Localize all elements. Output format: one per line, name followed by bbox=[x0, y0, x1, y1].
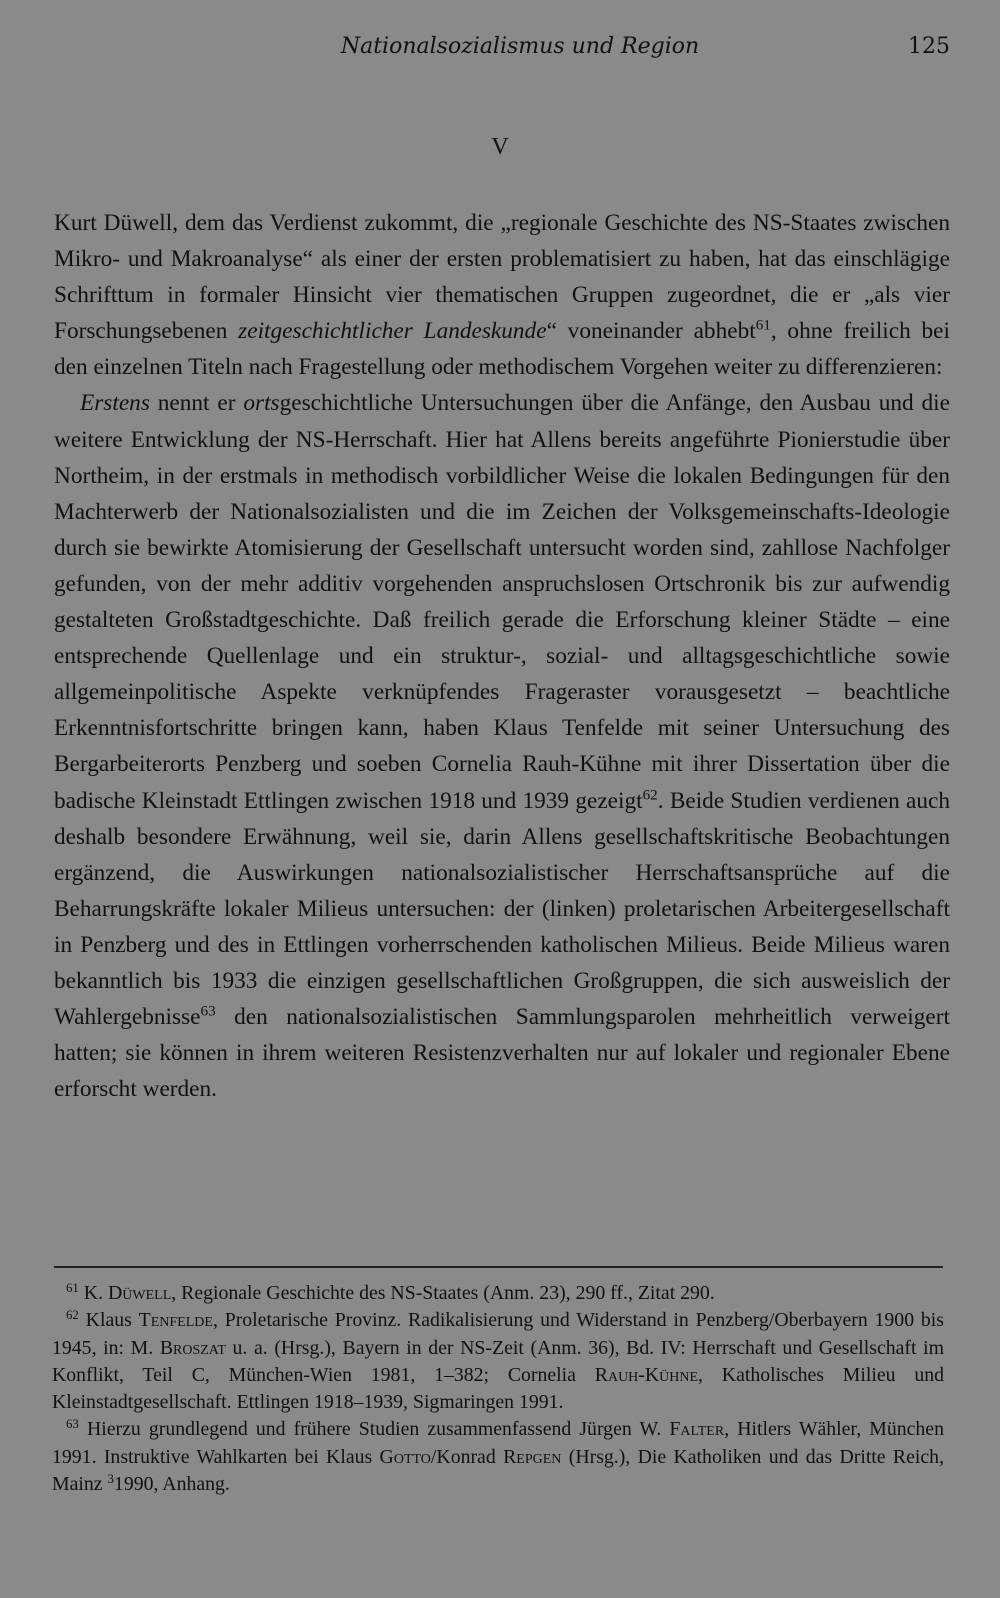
paragraph-1: Kurt Düwell, dem das Verdienst zukommt, die „regionale Geschichte des NS-Staates zwischen Mikro- und Makroanalyse“ als einer der ersten problematisiert zu haben, hat das einschlägige Schrifttum in formaler Hinsicht vier thematischen Gruppen zugeordnet, die er „als vier Forschungsebenen zeitgeschichtlicher Landeskunde“ voneinander abhebt$^{61}$, ohne freilich bei den einzelnen Titeln nach Fragestellung oder methodischem Vorgehen weiter zu differenzieren: bbox=[54, 210, 950, 381]
body-text bbox=[54, 205, 950, 1107]
author-name: Tenfelde bbox=[138, 1309, 213, 1332]
footnote-number: 61 bbox=[66, 1280, 79, 1295]
section-numeral: V bbox=[491, 134, 509, 160]
paragraph-2: Erstens nennt er ortsgeschichtliche Untersuchungen über die Anfänge, den Ausbau und die weitere Entwicklung der NS-Herrschaft. Hier hat Allens bereits angeführte Pionierstudie über Northeim, in der erstmals in methodisch vorbildlicher Weise die lokalen Bedingungen für den Machterwerb der Nationalsozialisten und die im Zeichen der Volksgemeinschafts-Ideologie durch sie bewirkte Atomisierung der Gesellschaft untersucht worden sind, zahllose Nachfolger gefunden, von der mehr additiv vorgehenden anspruchslosen Ortschronik bis zur aufwendig gestalteten Großstadtgeschichte. Daß freilich gerade die Erforschung kleiner Städte – eine entsprechende Quellenlage und ein struktur-, sozial- und alltagsgeschichtliche sowie allgemeinpolitische Aspekte verknüpfendes Frageraster vorausgesetzt – beachtliche Erkenntnisfortschritte bringen kann, haben Klaus Tenfelde mit seiner Untersuchung des Bergarbeiterorts Penzberg und soeben Cornelia Rauh-Kühne mit ihrer Dissertation über die badische Kleinstadt Ettlingen zwischen 1918 und 1939 gezeigt$^{62}$. Beide Studien verdienen auch deshalb besondere Erwähnung, weil sie, darin Allens gesellschaftskritische Beobachtungen ergänzend, die Auswirkungen nationalsozialistischer Herrschaftsansprüche auf die Beharrungskräfte lokaler Milieus untersuchen: der (linken) proletarischen Arbeitergesellschaft in Penzberg und des in Ettlingen vorherrschenden katholischen Milieus. Beide Milieus waren bekanntlich bis 1933 die einzigen gesellschaftlichen Großgruppen, die sich ausweislich der Wahlergebnisse$^{63}$ den nationalsozialistischen Sammlungsparolen mehrheitlich verweigert hatten; sie können in ihrem weiteren Resistenzverhalten nur auf lokaler und regionaler Ebene erforscht werden. bbox=[54, 390, 950, 1103]
footnote-61: $^{61}$ K. Düwell, Regionale Geschichte des NS-Staates (Anm. 23), 290 ff., Zitat 290. bbox=[66, 1280, 715, 1304]
running-title: Nationalsozialismus und Region bbox=[340, 34, 700, 59]
edition-number: 3 bbox=[107, 1472, 114, 1486]
author-name: Broszat bbox=[159, 1336, 226, 1359]
page-number: 125 bbox=[908, 34, 950, 59]
footnote-ref-63: 63 bbox=[200, 1003, 216, 1020]
author-name: Repgen bbox=[503, 1445, 562, 1468]
footnote-number: 63 bbox=[66, 1417, 79, 1432]
page-header bbox=[50, 34, 950, 64]
author-name: Falter bbox=[669, 1418, 725, 1441]
footnote-divider bbox=[54, 1266, 943, 1268]
footnote-ref-61: 61 bbox=[755, 317, 771, 334]
author-name: Gotto bbox=[379, 1445, 431, 1468]
footnote-number: 62 bbox=[66, 1308, 79, 1323]
author-name: Düwell bbox=[107, 1282, 172, 1304]
footnote-63: $^{63}$ Hierzu grundlegend und frühere Studien zusammenfassend Jürgen W. Falter, Hitlers Wähler, München 1991. Instruktive Wahlkarten bei Klaus Gotto/Konrad Repgen (Hrsg.), Die Katholiken und das Dritte Reich, Mainz $^3$1990, Anhang. bbox=[52, 1417, 945, 1496]
footnotes bbox=[52, 1280, 944, 1498]
footnote-ref-62: 62 bbox=[642, 787, 658, 804]
footnote-62: $^{62}$ Klaus Tenfelde, Proletarische Provinz. Radikalisierung und Widerstand in Penzberg/Oberbayern 1900 bis 1945, in: M. Broszat u. a. (Hrsg.), Bayern in der NS-Zeit (Anm. 36), Bd. IV: Herrschaft und Gesellschaft im Konflikt, Teil C, München-Wien 1981, 1–382; Cornelia Rauh-Kühne, Katholisches Milieu und Kleinstadtgesellschaft. Ettlingen 1918–1939, Sigmaringen 1991. bbox=[52, 1308, 944, 1414]
author-name: Rauh-Kühne bbox=[594, 1363, 699, 1386]
emphasis-landeskunde: zeitgeschichtlicher Landeskunde bbox=[238, 318, 547, 345]
emphasis-erstens: Erstens bbox=[80, 390, 150, 417]
emphasis-orts: orts bbox=[243, 390, 280, 417]
